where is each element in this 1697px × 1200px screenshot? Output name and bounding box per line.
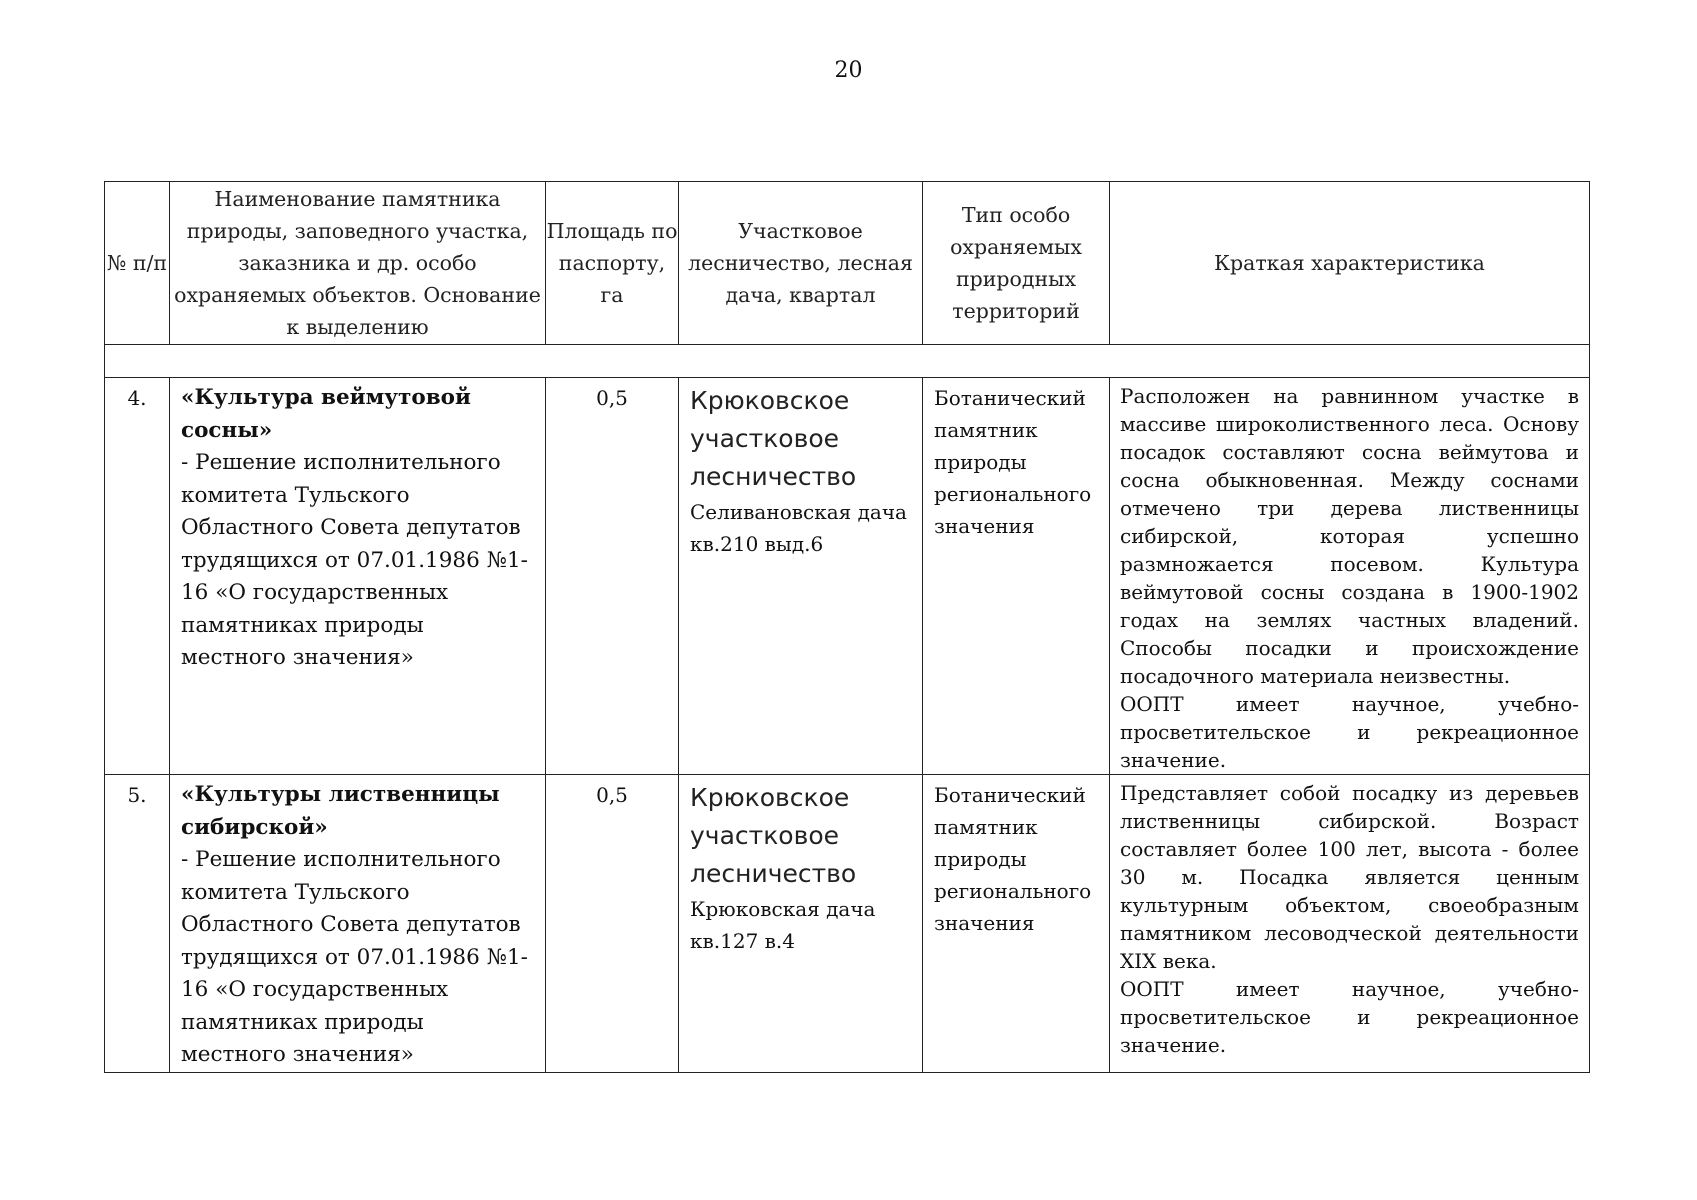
forest-quarter: кв.210 выд.6 (690, 532, 824, 556)
table-header-row (105, 182, 1590, 345)
forestry-name: Крюковское участковое лесничество (690, 386, 857, 491)
header-num: № п/п (105, 182, 170, 345)
description-cell (1110, 775, 1590, 1073)
description-text: Представляет собой посадку из деревьев лиственницы сибирской. Возраст составляет более 100 лет, высота - более 30 м. Посадка является ценным культурным объектом, своеобразным памятником лесоводческой деятельности XIX века. (1120, 781, 1579, 973)
monument-basis: - Решение исполнительного комитета Тульского Областного Совета депутатов трудящихся от 07.01.1986 №1-16 «О государственных памятниках природы местного значения» (181, 847, 528, 1067)
forestry-cell (679, 378, 923, 775)
monument-title: «Культуры лиственницы сибирской» (181, 782, 500, 840)
row-num: 4. (105, 378, 170, 775)
table-row (105, 775, 1590, 1073)
header-forestry: Участковое лесничество, лесная дача, квартал (679, 182, 923, 345)
empty-cell (105, 345, 1590, 378)
area-value: 0,5 (546, 378, 679, 775)
significance-text: ООПТ имеет научное, учебно-просветительское и рекреационное значение. (1120, 692, 1579, 772)
page-number: 20 (834, 58, 863, 83)
area-type: Ботанический памятник природы регионального значения (923, 775, 1110, 1073)
header-area: Площадь по паспорту, га (546, 182, 679, 345)
forest-dacha: Крюковская дача (690, 897, 876, 921)
area-type: Ботанический памятник природы регионального значения (923, 378, 1110, 775)
forestry-name: Крюковское участковое лесничество (690, 783, 857, 888)
description-text: Расположен на равнинном участке в массиве широколиственного леса. Основу посадок составляют сосна веймутова и сосна обыкновенная. Между соснами отмечено три дерева лиственницы сибирской, которая успешно размножается посевом. Культура веймутовой сосны создана в 1900-1902 годах на землях частных владений. Способы посадки и происхождение посадочного материала неизвестны. (1120, 384, 1579, 688)
forest-quarter: кв.127 в.4 (690, 929, 795, 953)
monument-name-cell (170, 378, 546, 775)
significance-text: ООПТ имеет научное, учебно-просветительское и рекреационное значение. (1120, 977, 1579, 1057)
header-name: Наименование памятника природы, заповедного участка, заказника и др. особо охраняемых объектов. Основание к выделению (170, 182, 546, 345)
header-type: Тип особо охраняемых природных территорий (923, 182, 1110, 345)
protected-areas-table (104, 181, 1590, 1073)
row-num: 5. (105, 775, 170, 1073)
description-cell (1110, 378, 1590, 775)
header-description: Краткая характеристика (1110, 182, 1590, 345)
monument-basis: - Решение исполнительного комитета Тульского Областного Совета депутатов трудящихся от 07.01.1986 №1-16 «О государственных памятниках природы местного значения» (181, 450, 528, 670)
table-row (105, 378, 1590, 775)
monument-name-cell (170, 775, 546, 1073)
area-value: 0,5 (546, 775, 679, 1073)
forest-dacha: Селивановская дача (690, 500, 907, 524)
forestry-cell (679, 775, 923, 1073)
empty-row (105, 345, 1590, 378)
monument-title: «Культура веймутовой сосны» (181, 385, 471, 443)
